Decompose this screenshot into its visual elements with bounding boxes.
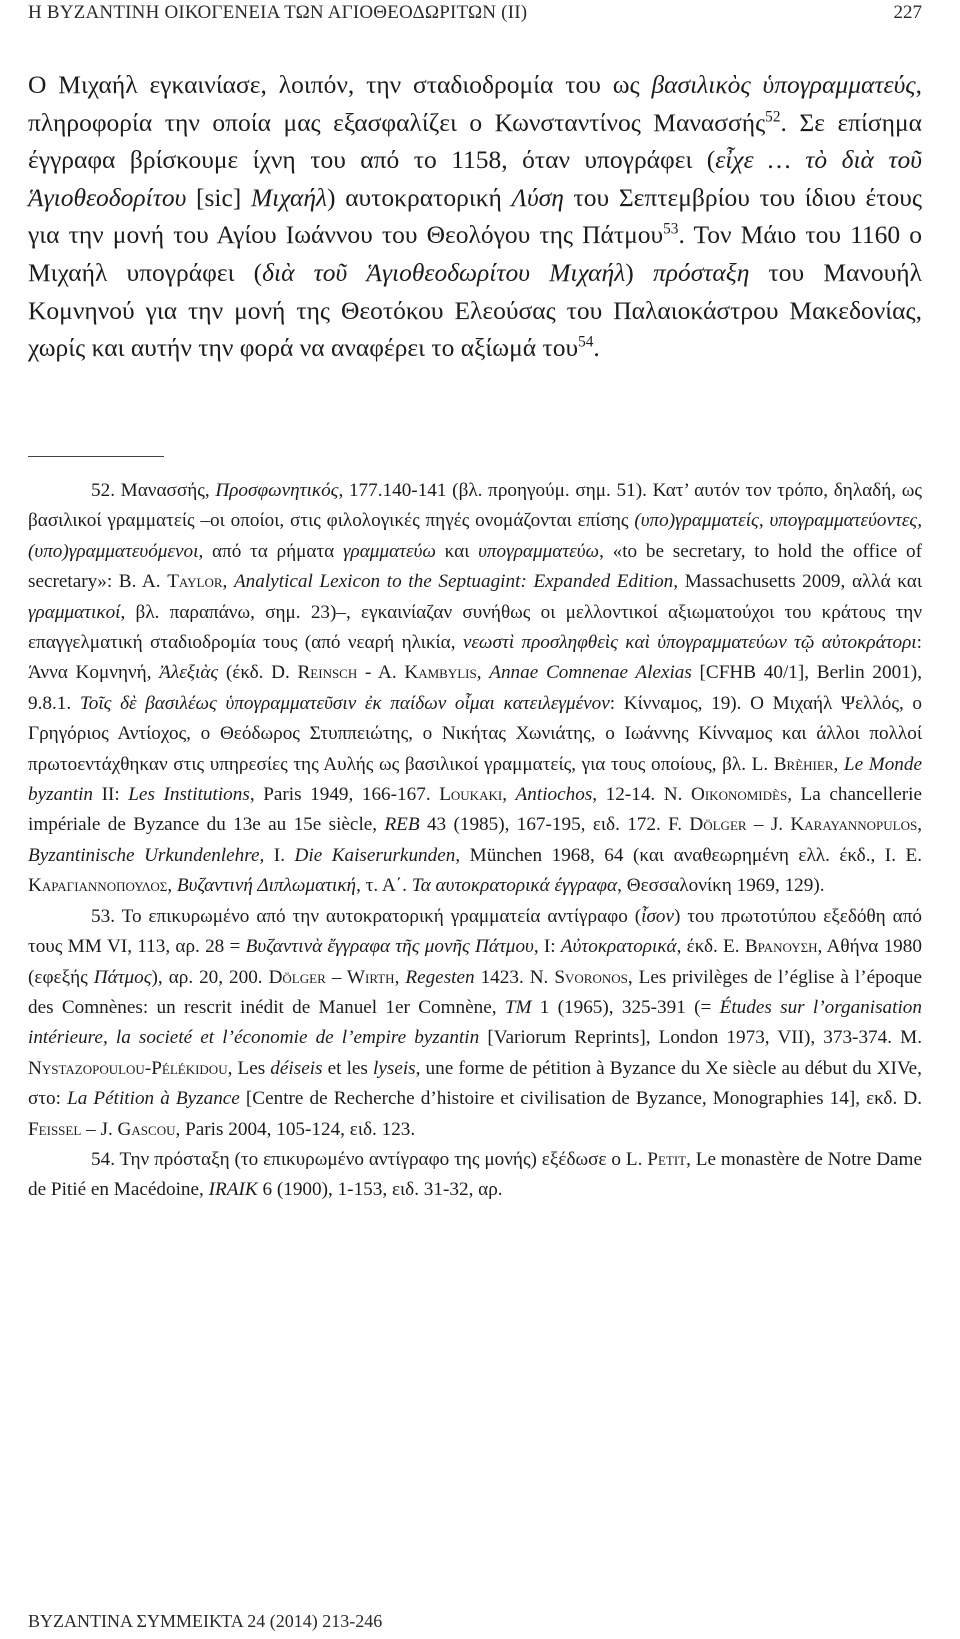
text: , xyxy=(917,814,923,836)
italic-term: πρόσταξη xyxy=(652,257,750,287)
italic-term: υπογραμματεύω xyxy=(478,540,600,562)
author-name: Loukaki xyxy=(439,784,503,806)
text: 43 (1985), 167-195, ειδ. 172. F. xyxy=(419,814,690,836)
italic-title: Le Monde byzantin xyxy=(28,753,923,806)
italic-title: Byzantinische Urkundenlehre xyxy=(28,844,260,866)
footnote-54 xyxy=(28,1145,922,1206)
text: : Άννα Κομνηνή, xyxy=(28,632,922,684)
text: 52. Μανασσής, xyxy=(91,480,216,501)
author-name: Gascou xyxy=(117,1118,176,1140)
text: (έκδ. D. xyxy=(218,662,298,684)
text: , Paris 2004, 105-124, ειδ. 123. xyxy=(175,1118,416,1140)
text: 53. Το επικυρωμένο από την αυτοκρατορική γραμματεία αντίγραφο ( xyxy=(91,905,642,927)
italic-title: Τα αυτοκρατορικά έγγραφα xyxy=(411,875,618,897)
text: , La chancellerie impériale de Byzance du 13e au 15e siècle, xyxy=(28,784,923,836)
text: , «to be secretary, to hold the office of secretary»: B. A. xyxy=(28,540,923,593)
italic-quote: εἶχε … τὸ διὰ τοῦ Ἁγιοθεοδορίτου xyxy=(28,145,922,212)
text: [Centre de Recherche d’histoire et civilisation de Byzance, Monographies 14], εκδ. D. xyxy=(239,1088,922,1110)
italic-term: ἶσον xyxy=(641,905,675,927)
running-head: Η ΒΥΖΑΝΤΙΝΗ ΟΙΚΟΓΕΝΕΙΑ ΤΩΝ ΑΓΙΟΘΕΟΔΩΡΙΤΩΝ (ΙΙ) xyxy=(28,2,528,23)
text: , τ. Α΄. xyxy=(356,875,412,897)
footnotes xyxy=(28,476,922,1206)
text: , München 1968, 64 (και αναθεωρημένη ελλ. έκδ., Ι. Ε. xyxy=(455,844,923,866)
main-paragraph xyxy=(28,66,922,367)
text: et les xyxy=(322,1057,373,1079)
italic-term: γραμματεύω xyxy=(342,540,436,562)
author-name: Brèhier xyxy=(773,753,834,775)
italic-term: (υπο)γραμματείς, υπογραμματεύοντες, (υπο)γραμματευόμενοι xyxy=(28,510,923,562)
text: ) του πρωτοτύπου εξεδόθη από τους ΜΜ VI, 113, αρ. 28 = xyxy=(28,905,922,958)
italic-term: lyseis xyxy=(373,1057,416,1079)
footnote-52 xyxy=(28,476,922,902)
text: . Τον Μάιο του 1160 ο Μιχαήλ υπογράφει ( xyxy=(28,220,922,287)
italic-term: Λύση xyxy=(511,182,564,212)
italic-quote: διὰ τοῦ Ἁγιοθεοδωρίτου Μιχαήλ xyxy=(262,257,626,287)
footnote-53 xyxy=(28,902,922,1145)
italic-quote: νεωστὶ προσληφθεὶς καὶ ὑπογραμματεύων τῷ αὐτοκράτορι xyxy=(462,632,917,654)
text: και xyxy=(435,540,479,562)
italic-title: Les Institutions xyxy=(128,784,250,806)
author-name: Βρανουση xyxy=(744,936,818,958)
italic-term: βασιλικὸς ὑπογραμματεύς xyxy=(651,70,916,99)
text: , xyxy=(833,753,844,775)
text: , Paris 1949, 166-167. xyxy=(249,784,440,806)
italic-title: La Pétition à Byzance xyxy=(67,1088,240,1110)
author-name: Karayannopulos xyxy=(790,814,918,836)
author-name: Svoronos xyxy=(554,966,628,988)
italic-title: Regesten xyxy=(405,966,475,988)
text: του Σεπτεμβρίου του ίδιου έτους για την μονή του Αγίου Ιωάννου του Θεολόγου της Πάτμου xyxy=(28,182,922,250)
text: : Κίνναμος, 19). Ο Μιχαήλ Ψελλός, ο Γρηγόριος Αντίοχος, ο Θεόδωρος Στυππειώτης, ο Νικήτας Χωνιάτης, ο Ιωάννης Κίνναμος και άλλοι πολλοί πρωτοεντάχθηκαν στις υπηρεσίες της Αυλής ως βασιλικοί γραμματείς, για τους οποίους, βλ. L. xyxy=(28,692,923,775)
author-name: Nystazopoulou-Pélékidou xyxy=(28,1057,228,1079)
text: , xyxy=(502,784,516,806)
italic-title: Πάτμος xyxy=(93,966,152,988)
text: , έκδ. Ε. xyxy=(676,936,745,958)
text: ) xyxy=(625,257,653,287)
text: 54. Την πρόσταξη (το επικυρωμένο αντίγραφο της μονής) εξέδωσε ο L. xyxy=(91,1148,648,1170)
footnote-divider xyxy=(28,456,164,457)
text: , Θεσσαλονίκη 1969, 129). xyxy=(617,875,825,897)
text: , Ι: xyxy=(533,936,561,958)
text: , 177.140-141 (βλ. προηγούμ. σημ. 51). Κατ’ αυτόν τον τρόπο, δηλαδή, ως βασιλικοί γραμματείς –οι οποίοι, στις φιλολογικές πηγές ονομάζονται επίσης xyxy=(28,480,922,532)
italic-title: Annae Comnenae Alexias xyxy=(489,662,692,684)
text: , Massachusetts 2009, αλλά και xyxy=(673,571,922,593)
text: – J. xyxy=(81,1118,118,1140)
italic-term: déiseis xyxy=(270,1057,323,1079)
italic-title: Αὐτοκρατορικά xyxy=(560,936,677,958)
text: , une forme de pétition à Byzance du Xe siècle au début du XIVe, στο: xyxy=(28,1057,922,1110)
footnote-ref-52[interactable]: 52 xyxy=(765,108,781,126)
text: [CFHB 40/1], Berlin 2001), 9.8.1. xyxy=(28,662,922,714)
italic-term: γραμματικοί xyxy=(28,601,121,623)
italic-title: TM xyxy=(504,996,532,1018)
page-header xyxy=(28,0,922,28)
italic-title: Études sur l’organisation intérieure, la societé et l’économie de l’empire byzantin xyxy=(28,996,922,1049)
italic-title: Προσφωνητικός xyxy=(215,480,339,501)
text: , από τα ρήματα xyxy=(198,540,343,562)
author-name: Dölger xyxy=(689,814,747,836)
author-name: Oikonomidès xyxy=(691,784,788,806)
text: [sic] xyxy=(186,182,251,212)
journal-footer: ΒΥΖΑΝΤΙΝΑ ΣΥΜΜΕΙΚΤΑ 24 (2014) 213-246 xyxy=(28,1611,383,1631)
text: , πληροφορία την οποία μας εξασφαλίζει ο Κωνσταντίνος Μανασσής xyxy=(28,70,923,137)
italic-quote: Μιχαήλ xyxy=(250,182,328,212)
text: - A. xyxy=(357,662,405,684)
text: , xyxy=(476,662,490,684)
text: του Μανουήλ Κομνηνού για την μονή της Θεοτόκου Ελεούσας του Παλαιοκάστρου Μακεδονίας, χωρίς και αυτήν την φορά να αναφέρει το αξίωμά του xyxy=(28,257,923,363)
text: , Le monastère de Notre Dame de Pitié en Macédoine, xyxy=(28,1148,923,1201)
page-number: 227 xyxy=(893,2,922,23)
author-name: Petit xyxy=(647,1148,687,1170)
text: . Σε επίσημα έγγραφα βρίσκουμε ίχνη του από το 1158, όταν υπογράφει ( xyxy=(28,107,922,175)
text: ), αρ. 20, 200. xyxy=(151,966,269,988)
italic-title: Die Kaiserurkunden xyxy=(294,844,456,866)
footnote-ref-53[interactable]: 53 xyxy=(663,220,679,238)
text: 1 (1965), 325-391 (= xyxy=(531,996,720,1018)
text: , Αθήνα 1980 (εφεξής xyxy=(28,936,922,988)
italic-title: Antiochos xyxy=(515,784,593,806)
text: Ο Μιχαήλ εγκαινίασε, λοιπόν, την σταδιοδρομία του ως xyxy=(28,70,652,99)
text: , xyxy=(222,571,234,593)
author-name: Taylor xyxy=(167,571,223,593)
author-name: Reinsch xyxy=(297,662,358,684)
italic-title: Βυζαντινὰ ἔγγραφα τῆς μονῆς Πάτμου xyxy=(245,936,534,958)
author-name: Dölger – Wirth xyxy=(268,966,395,988)
text: , I. xyxy=(259,844,295,866)
text: , xyxy=(167,875,177,897)
text: 1423. N. xyxy=(474,966,555,988)
text: II: xyxy=(93,784,129,806)
text: – J. xyxy=(746,814,791,836)
author-name: Kambylis xyxy=(404,662,477,684)
italic-quote: Τοῖς δὲ βασιλέως ὑπογραμματεῦσιν ἐκ παίδων οἶμαι κατειλεγμένον xyxy=(79,692,610,714)
footnote-ref-54[interactable]: 54 xyxy=(578,333,594,351)
italic-title: Βυζαντινή Διπλωματική xyxy=(176,875,357,897)
author-name: Feissel xyxy=(28,1118,82,1140)
text: 6 (1900), 1-153, ειδ. 31-32, αρ. xyxy=(257,1179,503,1201)
italic-title: IRAIK xyxy=(208,1179,258,1201)
text: [Variorum Reprints], London 1973, VII), 373-374. M. xyxy=(479,1027,922,1049)
text: , xyxy=(394,966,406,988)
text: , βλ. παραπάνω, σημ. 23)–, εγκαινίαζαν συνήθως οι μελλοντικοί αξιωματούχοι του κράτους την επαγγελματική σταδιοδρομία τους (από νεαρή ηλικία, xyxy=(28,601,922,654)
author-name: Καραγιαννοπουλος xyxy=(28,875,168,897)
text: . xyxy=(593,333,600,363)
text: , 12-14. N. xyxy=(592,784,691,806)
italic-title: REB xyxy=(384,814,420,836)
italic-title: Analytical Lexicon to the Septuagint: Expanded Edition xyxy=(233,571,674,593)
italic-title: Ἀλεξιὰς xyxy=(159,662,219,684)
text: , Les privilèges de l’église à l’époque des Comnènes: un rescrit inédit de Manuel 1er Comnène, xyxy=(28,966,923,1018)
text: , Les xyxy=(227,1057,271,1079)
text: ) αυτοκρατορική xyxy=(327,182,512,212)
